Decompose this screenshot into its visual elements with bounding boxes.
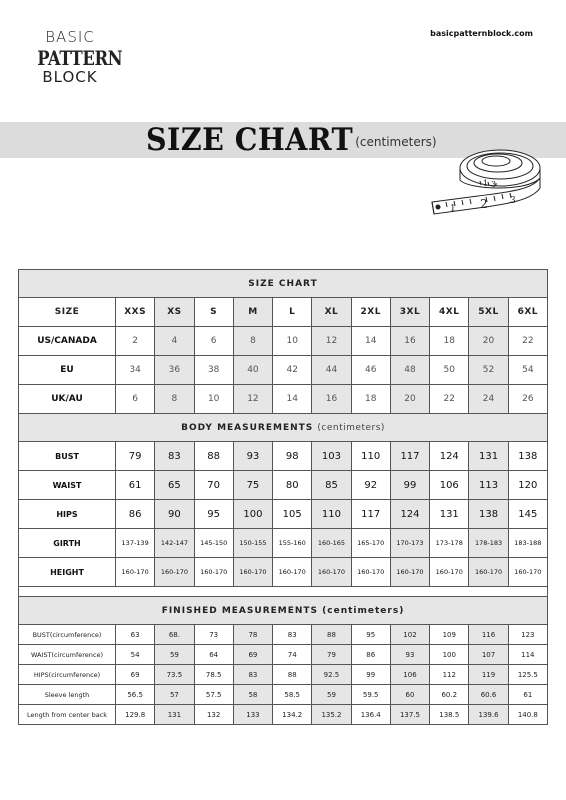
table-cell: 142-147 bbox=[155, 529, 194, 558]
table-cell: 119 bbox=[469, 665, 508, 685]
section-row-size-chart bbox=[19, 270, 548, 298]
table-cell: 117 bbox=[351, 500, 390, 529]
table-cell: 34 bbox=[116, 356, 155, 385]
table-cell: 78 bbox=[233, 625, 272, 645]
table-cell: 26 bbox=[508, 385, 547, 414]
table-cell: 124 bbox=[390, 500, 429, 529]
table-cell: 24 bbox=[469, 385, 508, 414]
size-header-cell: XXS bbox=[116, 298, 155, 327]
table-cell: 133 bbox=[233, 705, 272, 725]
table-cell: 52 bbox=[469, 356, 508, 385]
table-cell: 160-170 bbox=[155, 558, 194, 587]
table-cell: 6 bbox=[116, 385, 155, 414]
table-cell: 64 bbox=[194, 645, 233, 665]
table-cell: 178-183 bbox=[469, 529, 508, 558]
row-label: BUST(circumference) bbox=[19, 625, 116, 645]
table-cell: 160-170 bbox=[390, 558, 429, 587]
size-chart-table bbox=[18, 269, 548, 725]
table-cell: 80 bbox=[273, 471, 312, 500]
table-cell: 150-155 bbox=[233, 529, 272, 558]
table-cell: 160-170 bbox=[273, 558, 312, 587]
spacer-cell bbox=[19, 587, 548, 597]
tape-number-coil-3: 3 bbox=[491, 180, 497, 189]
table-cell: 95 bbox=[351, 625, 390, 645]
table-cell: 132 bbox=[194, 705, 233, 725]
table-cell: 90 bbox=[155, 500, 194, 529]
size-header-cell: 3XL bbox=[390, 298, 429, 327]
table-row bbox=[19, 500, 548, 529]
table-cell: 8 bbox=[155, 385, 194, 414]
table-cell: 99 bbox=[390, 471, 429, 500]
size-header-cell: M bbox=[233, 298, 272, 327]
table-cell: 59.5 bbox=[351, 685, 390, 705]
table-cell: 22 bbox=[508, 327, 547, 356]
table-cell: 74 bbox=[273, 645, 312, 665]
brand-line-2: PATTERN bbox=[37, 46, 123, 70]
table-cell: 50 bbox=[430, 356, 469, 385]
table-cell: 160-170 bbox=[508, 558, 547, 587]
table-cell: 109 bbox=[430, 625, 469, 645]
row-label: BUST bbox=[19, 442, 116, 471]
table-cell: 106 bbox=[390, 665, 429, 685]
table-cell: 131 bbox=[469, 442, 508, 471]
size-header-row bbox=[19, 298, 548, 327]
table-cell: 86 bbox=[116, 500, 155, 529]
table-cell: 73.5 bbox=[155, 665, 194, 685]
table-cell: 8 bbox=[233, 327, 272, 356]
size-header-cell: XS bbox=[155, 298, 194, 327]
table-cell: 105 bbox=[273, 500, 312, 529]
table-cell: 140.8 bbox=[508, 705, 547, 725]
table-row bbox=[19, 356, 548, 385]
table-cell: 145 bbox=[508, 500, 547, 529]
table-cell: 116 bbox=[469, 625, 508, 645]
table-cell: 36 bbox=[155, 356, 194, 385]
table-cell: 18 bbox=[351, 385, 390, 414]
table-cell: 117 bbox=[390, 442, 429, 471]
table-cell: 75 bbox=[233, 471, 272, 500]
table-cell: 10 bbox=[194, 385, 233, 414]
table-cell: 136.4 bbox=[351, 705, 390, 725]
table-cell: 16 bbox=[390, 327, 429, 356]
table-cell: 88 bbox=[312, 625, 351, 645]
table-cell: 16 bbox=[312, 385, 351, 414]
table-cell: 100 bbox=[233, 500, 272, 529]
table-row bbox=[19, 529, 548, 558]
size-header-cell: 4XL bbox=[430, 298, 469, 327]
table-cell: 107 bbox=[469, 645, 508, 665]
table-cell: 58 bbox=[233, 685, 272, 705]
table-cell: 59 bbox=[312, 685, 351, 705]
table-cell: 155-160 bbox=[273, 529, 312, 558]
tape-number-2: 2 bbox=[480, 197, 488, 211]
table-cell: 160-170 bbox=[312, 558, 351, 587]
table-cell: 22 bbox=[430, 385, 469, 414]
table-cell: 92 bbox=[351, 471, 390, 500]
table-cell: 60 bbox=[390, 685, 429, 705]
table-cell: 48 bbox=[390, 356, 429, 385]
row-label: HIPS(circumference) bbox=[19, 665, 116, 685]
table-cell: 93 bbox=[390, 645, 429, 665]
table-cell: 12 bbox=[312, 327, 351, 356]
table-cell: 83 bbox=[233, 665, 272, 685]
table-row bbox=[19, 625, 548, 645]
table-cell: 137-139 bbox=[116, 529, 155, 558]
table-cell: 99 bbox=[351, 665, 390, 685]
table-cell: 46 bbox=[351, 356, 390, 385]
table-cell: 123 bbox=[508, 625, 547, 645]
table-cell: 103 bbox=[312, 442, 351, 471]
table-cell: 160-170 bbox=[233, 558, 272, 587]
page-title bbox=[146, 122, 437, 158]
size-header-cell: 2XL bbox=[351, 298, 390, 327]
table-row bbox=[19, 558, 548, 587]
row-label: UK/AU bbox=[19, 385, 116, 414]
size-header-cell: XL bbox=[312, 298, 351, 327]
table-cell: 102 bbox=[390, 625, 429, 645]
table-cell: 137.5 bbox=[390, 705, 429, 725]
table-cell: 73 bbox=[194, 625, 233, 645]
table-row bbox=[19, 705, 548, 725]
tape-number-1: 1 bbox=[450, 204, 456, 214]
website-link[interactable]: basicpatternblock.com bbox=[430, 29, 533, 38]
table-cell: 58.5 bbox=[273, 685, 312, 705]
table-cell: 145-150 bbox=[194, 529, 233, 558]
table-row bbox=[19, 665, 548, 685]
table-row bbox=[19, 385, 548, 414]
table-cell: 86 bbox=[351, 645, 390, 665]
table-cell: 88 bbox=[273, 665, 312, 685]
table-cell: 138.5 bbox=[430, 705, 469, 725]
section-row-finished-measurements bbox=[19, 597, 548, 625]
table-cell: 40 bbox=[233, 356, 272, 385]
table-cell: 83 bbox=[273, 625, 312, 645]
table-cell: 57.5 bbox=[194, 685, 233, 705]
table-cell: 38 bbox=[194, 356, 233, 385]
table-cell: 6 bbox=[194, 327, 233, 356]
table-cell: 42 bbox=[273, 356, 312, 385]
row-label: Length from center back bbox=[19, 705, 116, 725]
table-cell: 110 bbox=[312, 500, 351, 529]
table-cell: 54 bbox=[116, 645, 155, 665]
table-row bbox=[19, 645, 548, 665]
row-label: WAIST(circumference) bbox=[19, 645, 116, 665]
brand-line-1: BASIC bbox=[45, 28, 95, 46]
row-label: EU bbox=[19, 356, 116, 385]
section-title bbox=[19, 414, 548, 442]
table-cell: 78.5 bbox=[194, 665, 233, 685]
tape-number-3: 3 bbox=[510, 196, 516, 206]
table-cell: 20 bbox=[469, 327, 508, 356]
table-cell: 160-170 bbox=[469, 558, 508, 587]
table-cell: 131 bbox=[155, 705, 194, 725]
table-row bbox=[19, 327, 548, 356]
table-cell: 124 bbox=[430, 442, 469, 471]
table-cell: 106 bbox=[430, 471, 469, 500]
table-cell: 160-165 bbox=[312, 529, 351, 558]
tape-number-coil-1: 1 bbox=[483, 179, 489, 188]
section-title: SIZE CHART bbox=[19, 270, 548, 298]
table-cell: 79 bbox=[312, 645, 351, 665]
table-cell: 139.6 bbox=[469, 705, 508, 725]
table-row bbox=[19, 442, 548, 471]
section-title-unit: (centimeters) bbox=[317, 422, 385, 433]
section-title: FINISHED MEASUREMENTS (centimeters) bbox=[19, 597, 548, 625]
table-cell: 95 bbox=[194, 500, 233, 529]
table-cell: 112 bbox=[430, 665, 469, 685]
table-cell: 63 bbox=[116, 625, 155, 645]
table-cell: 14 bbox=[273, 385, 312, 414]
table-cell: 56.5 bbox=[116, 685, 155, 705]
table-cell: 160-170 bbox=[116, 558, 155, 587]
table-cell: 160-170 bbox=[351, 558, 390, 587]
row-label: GIRTH bbox=[19, 529, 116, 558]
table-row bbox=[19, 685, 548, 705]
table-cell: 20 bbox=[390, 385, 429, 414]
size-label: SIZE bbox=[19, 298, 116, 327]
table-cell: 57 bbox=[155, 685, 194, 705]
row-label: WAIST bbox=[19, 471, 116, 500]
table-cell: 68. bbox=[155, 625, 194, 645]
page-title-text: SIZE CHART bbox=[146, 122, 354, 158]
table-cell: 83 bbox=[155, 442, 194, 471]
table-cell: 44 bbox=[312, 356, 351, 385]
table-cell: 92.5 bbox=[312, 665, 351, 685]
size-header-cell: L bbox=[273, 298, 312, 327]
table-cell: 114 bbox=[508, 645, 547, 665]
table-cell: 69 bbox=[233, 645, 272, 665]
table-cell: 138 bbox=[508, 442, 547, 471]
row-label: Sleeve length bbox=[19, 685, 116, 705]
row-label: HIPS bbox=[19, 500, 116, 529]
table-cell: 138 bbox=[469, 500, 508, 529]
table-cell: 4 bbox=[155, 327, 194, 356]
table-cell: 70 bbox=[194, 471, 233, 500]
brand-line-3: BLOCK bbox=[42, 68, 98, 86]
row-label: US/CANADA bbox=[19, 327, 116, 356]
table-cell: 61 bbox=[116, 471, 155, 500]
table-cell: 125.5 bbox=[508, 665, 547, 685]
brand-logo bbox=[30, 28, 123, 86]
section-row-body-measurements bbox=[19, 414, 548, 442]
table-cell: 60.2 bbox=[430, 685, 469, 705]
table-cell: 61 bbox=[508, 685, 547, 705]
table-cell: 173-178 bbox=[430, 529, 469, 558]
table-cell: 59 bbox=[155, 645, 194, 665]
table-cell: 160-170 bbox=[194, 558, 233, 587]
table-cell: 60.6 bbox=[469, 685, 508, 705]
table-cell: 170-173 bbox=[390, 529, 429, 558]
spacer-row bbox=[19, 587, 548, 597]
table-cell: 18 bbox=[430, 327, 469, 356]
table-cell: 69 bbox=[116, 665, 155, 685]
table-cell: 120 bbox=[508, 471, 547, 500]
size-header-cell: 6XL bbox=[508, 298, 547, 327]
table-cell: 14 bbox=[351, 327, 390, 356]
table-cell: 2 bbox=[116, 327, 155, 356]
table-cell: 165-170 bbox=[351, 529, 390, 558]
page-title-unit: (centimeters) bbox=[355, 135, 437, 149]
table-cell: 12 bbox=[233, 385, 272, 414]
table-cell: 98 bbox=[273, 442, 312, 471]
size-header-cell: 5XL bbox=[469, 298, 508, 327]
table-cell: 85 bbox=[312, 471, 351, 500]
table-cell: 110 bbox=[351, 442, 390, 471]
table-cell: 88 bbox=[194, 442, 233, 471]
table-cell: 113 bbox=[469, 471, 508, 500]
table-cell: 10 bbox=[273, 327, 312, 356]
table-cell: 93 bbox=[233, 442, 272, 471]
table-cell: 100 bbox=[430, 645, 469, 665]
table-cell: 65 bbox=[155, 471, 194, 500]
table-cell: 134.2 bbox=[273, 705, 312, 725]
table-cell: 183-188 bbox=[508, 529, 547, 558]
table-row bbox=[19, 471, 548, 500]
tape-measure-icon bbox=[428, 136, 548, 226]
section-title-text: BODY MEASUREMENTS bbox=[181, 422, 314, 433]
table-cell: 160-170 bbox=[430, 558, 469, 587]
table-cell: 135.2 bbox=[312, 705, 351, 725]
size-header-cell: S bbox=[194, 298, 233, 327]
table-cell: 54 bbox=[508, 356, 547, 385]
table-cell: 79 bbox=[116, 442, 155, 471]
row-label: HEIGHT bbox=[19, 558, 116, 587]
table-cell: 131 bbox=[430, 500, 469, 529]
table-cell: 129.8 bbox=[116, 705, 155, 725]
